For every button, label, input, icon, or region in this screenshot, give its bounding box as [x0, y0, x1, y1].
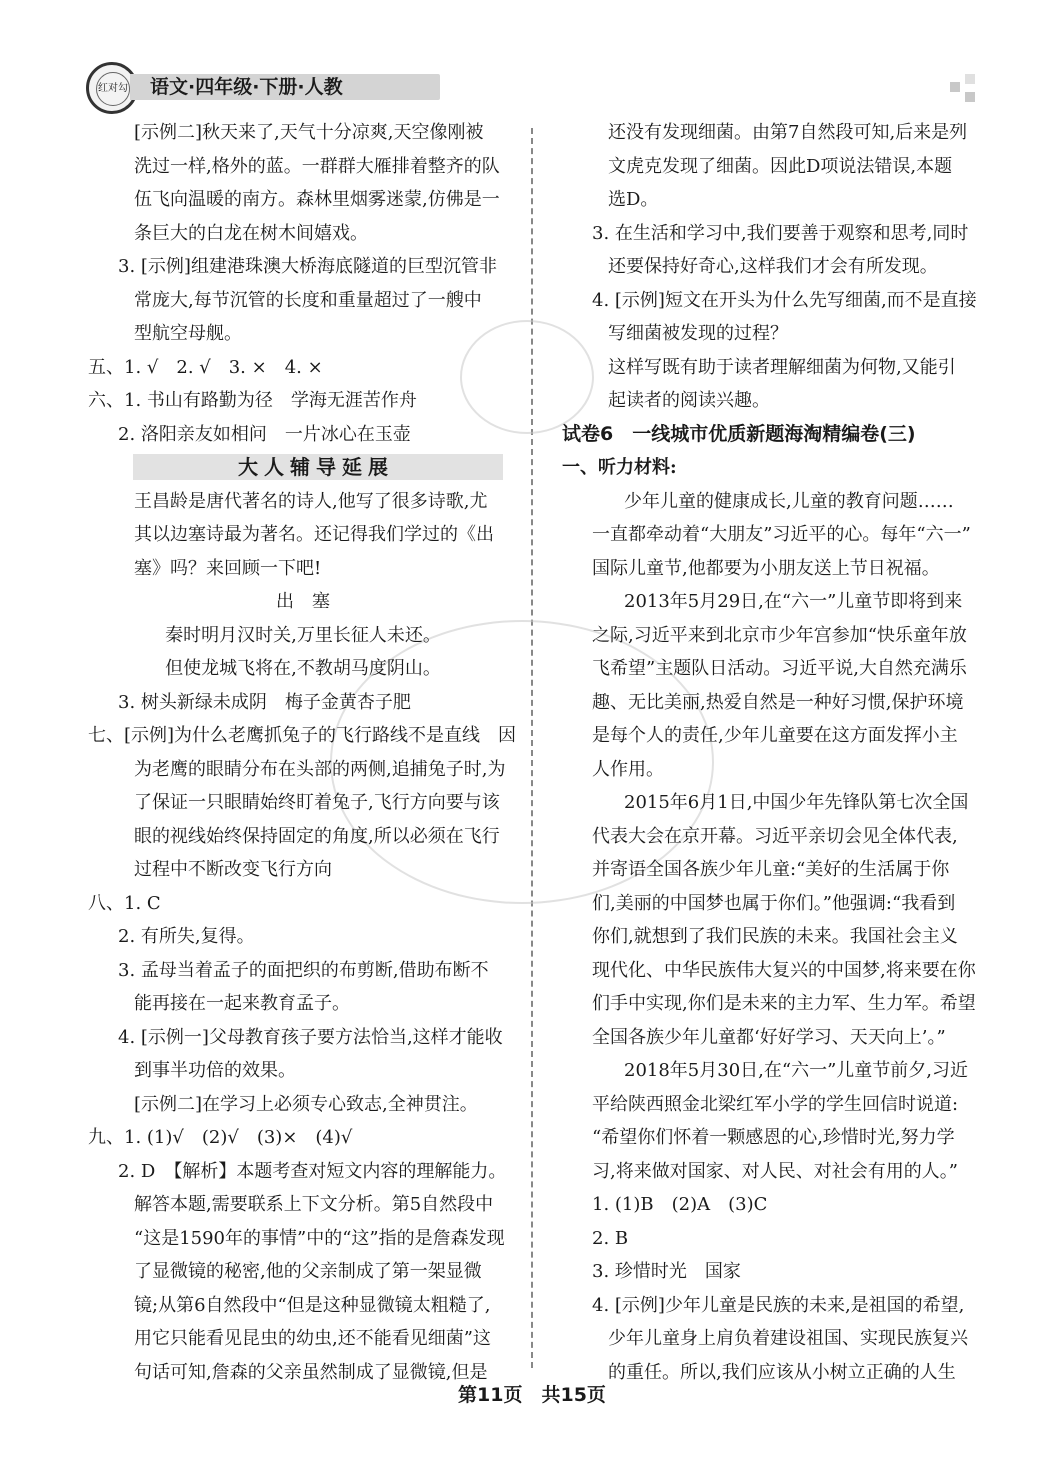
- text-line: 2. D 【解析】本题考查对短文内容的理解能力。: [118, 1160, 507, 1182]
- text-line: 并寄语全国各族少年儿童:“美好的生活属于你: [592, 859, 950, 880]
- text-line: 国际儿童节,他都要为小朋友送上节日祝福。: [592, 557, 940, 579]
- text-line: 出 塞: [276, 591, 330, 612]
- text-line: 3. [示例]组建港珠澳大桥海底隧道的巨型沉管非: [118, 256, 497, 277]
- text-line: 4. [示例]短文在开头为什么先写细菌,而不是直接: [592, 289, 977, 311]
- text-line: 们手中实现,你们是未来的主力军、生力军。希望: [592, 993, 976, 1014]
- text-line: 但使龙城飞将在,不教胡马度阴山。: [165, 658, 441, 679]
- banner-title: 大人辅导延展: [238, 455, 394, 479]
- text-line: 现代化、中华民族伟大复兴的中国梦,将来要在你: [592, 959, 976, 981]
- text-line: 人作用。: [592, 758, 664, 780]
- header-decor-square: [950, 82, 960, 92]
- text-line: 型航空母舰。: [134, 323, 242, 344]
- text-line: 九、1. (1)√ (2)√ (3)× (4)√: [88, 1127, 353, 1148]
- text-line: 常庞大,每节沉管的长度和重量超过了一艘中: [134, 289, 482, 311]
- text-line: 1. (1)B (2)A (3)C: [592, 1194, 768, 1215]
- text-line: 八、1. C: [88, 892, 161, 914]
- text-line: 3. 珍惜时光 国家: [592, 1261, 741, 1282]
- text-line: 其以边塞诗最为著名。还记得我们学过的《出: [134, 524, 494, 545]
- text-line: 4. [示例一]父母教育孩子要方法恰当,这样才能收: [118, 1026, 503, 1048]
- text-line: 选D。: [608, 189, 659, 210]
- test-title: 试卷6 一线城市优质新题海淘精编卷(三): [562, 422, 916, 445]
- text-line: 2. 有所失,复得。: [118, 926, 255, 947]
- text-line: 了显微镜的秘密,他的父亲制成了第一架显微: [134, 1261, 482, 1282]
- text-line: 六、1. 书山有路勤为径 学海无涯苦作舟: [88, 390, 417, 411]
- text-line: 还没有发现细菌。由第7自然段可知,后来是列: [608, 122, 968, 143]
- text-line: 3. 在生活和学习中,我们要善于观察和思考,同时: [592, 222, 969, 244]
- publisher-logo-text: 红对勾: [96, 72, 130, 106]
- text-line: 这样写既有助于读者理解细菌为何物,又能引: [608, 356, 956, 378]
- text-line: 起读者的阅读兴趣。: [608, 390, 770, 411]
- text-line: 王昌龄是唐代著名的诗人,他写了很多诗歌,尤: [134, 490, 488, 512]
- text-line: 平给陕西照金北梁红军小学的学生回信时说道:: [592, 1093, 959, 1115]
- text-line: 塞》吗？来回顾一下吧!: [134, 557, 322, 579]
- text-line: 全国各族少年儿童都‘好好学习、天天向上’。”: [592, 1026, 946, 1048]
- text-line: 之际,习近平来到北京市少年宫参加“快乐童年放: [592, 624, 967, 646]
- header-decor-square: [965, 74, 975, 84]
- text-line: 还要保持好奇心,这样我们才会有所发现。: [608, 256, 938, 277]
- page-header: [70, 60, 1000, 110]
- text-line: 为老鹰的眼睛分布在头部的两侧,追捕兔子时,为: [134, 758, 506, 780]
- text-line: 五、1. √ 2. √ 3. × 4. ×: [88, 356, 323, 378]
- text-line: 一、听力材料:: [562, 457, 677, 478]
- text-line: 洗过一样,格外的蓝。一群群大雁排着整齐的队: [134, 155, 500, 177]
- text-line: 趣、无比美丽,热爱自然是一种好习惯,保护环境: [592, 691, 964, 713]
- text-line: 写细菌被发现的过程？: [608, 323, 788, 344]
- text-line: 了保证一只眼睛始终盯着兔子,飞行方向要与该: [134, 792, 500, 813]
- text-line: 代表大会在京开幕。习近平亲切会见全体代表,: [592, 825, 958, 847]
- text-line: 少年儿童的健康成长,儿童的教育问题……: [624, 490, 954, 512]
- text-line: 2015年6月1日,中国少年先锋队第七次全国: [624, 792, 969, 813]
- text-line: 是每个人的责任,少年儿童要在这方面发挥小主: [592, 725, 958, 746]
- left-column: [88, 116, 518, 1389]
- text-line: 习,将来做对国家、对人民、对社会有用的人。”: [592, 1160, 958, 1182]
- text-line: 飞希望”主题队日活动。习近平说,大自然充满乐: [592, 658, 967, 679]
- text-line: 2018年5月30日,在“六一”儿童节前夕,习近: [624, 1060, 969, 1081]
- text-line: 句话可知,詹森的父亲虽然制成了显微镜,但是: [134, 1361, 488, 1383]
- text-line: [示例二]在学习上必须专心致志,全神贯注。: [134, 1093, 478, 1115]
- right-column: [562, 116, 982, 1389]
- text-line: 用它只能看见昆虫的幼虫,还不能看见细菌”这: [134, 1328, 491, 1349]
- text-line: “希望你们怀着一颗感恩的心,珍惜时光,努力学: [592, 1127, 955, 1148]
- text-line: 解答本题,需要联系上下文分析。第5自然段中: [134, 1194, 494, 1215]
- text-line: 文虎克发现了细菌。因此D项说法错误,本题: [608, 155, 953, 177]
- text-line: 能再接在一起来教育孟子。: [134, 993, 350, 1014]
- text-line: 眼的视线始终保持固定的角度,所以必须在飞行: [134, 825, 500, 847]
- text-line: 七、[示例]为什么老鹰抓兔子的飞行路线不是直线 因: [88, 725, 517, 746]
- text-line: 2. B: [592, 1227, 629, 1249]
- text-line: 条巨大的白龙在树木间嬉戏。: [134, 222, 368, 244]
- text-line: 过程中不断改变飞行方向: [134, 859, 332, 880]
- text-line: 4. [示例]少年儿童是民族的未来,是祖国的希望,: [592, 1294, 965, 1316]
- text-line: 2013年5月29日,在“六一”儿童节即将到来: [624, 591, 963, 612]
- header-title: 语文·四年级·下册·人教: [150, 76, 343, 98]
- text-line: [示例二]秋天来了,天气十分凉爽,天空像刚被: [134, 122, 484, 143]
- text-line: 们,美丽的中国梦也属于你们。”他强调:“我看到: [592, 892, 956, 914]
- text-line: 少年儿童身上肩负着建设祖国、实现民族复兴: [608, 1328, 968, 1349]
- page-footer: 第11页 共15页: [458, 1384, 606, 1406]
- text-line: “这是1590年的事情”中的“这”指的是詹森发现: [134, 1227, 505, 1249]
- text-line: 一直都牵动着“大朋友”习近平的心。每年“六一”: [592, 524, 971, 545]
- header-decor-square: [965, 92, 975, 102]
- text-line: 3. 孟母当着孟子的面把织的布剪断,借助布断不: [118, 959, 489, 981]
- text-line: 到事半功倍的效果。: [134, 1060, 296, 1081]
- text-line: 2. 洛阳亲友如相问 一片冰心在玉壶: [118, 423, 411, 445]
- text-line: 秦时明月汉时关,万里长征人未还。: [165, 624, 441, 646]
- section-banner: [88, 451, 518, 485]
- text-line: 伍飞向温暖的南方。森林里烟雾迷蒙,仿佛是一: [134, 189, 500, 210]
- text-line: 你们,就想到了我们民族的未来。我国社会主义: [592, 926, 958, 947]
- text-line: 3. 树头新绿未成阴 梅子金黄杏子肥: [118, 691, 411, 713]
- text-line: 的重任。所以,我们应该从小树立正确的人生: [608, 1361, 956, 1383]
- text-line: 镜;从第6自然段中“但是这种显微镜太粗糙了,: [134, 1294, 491, 1316]
